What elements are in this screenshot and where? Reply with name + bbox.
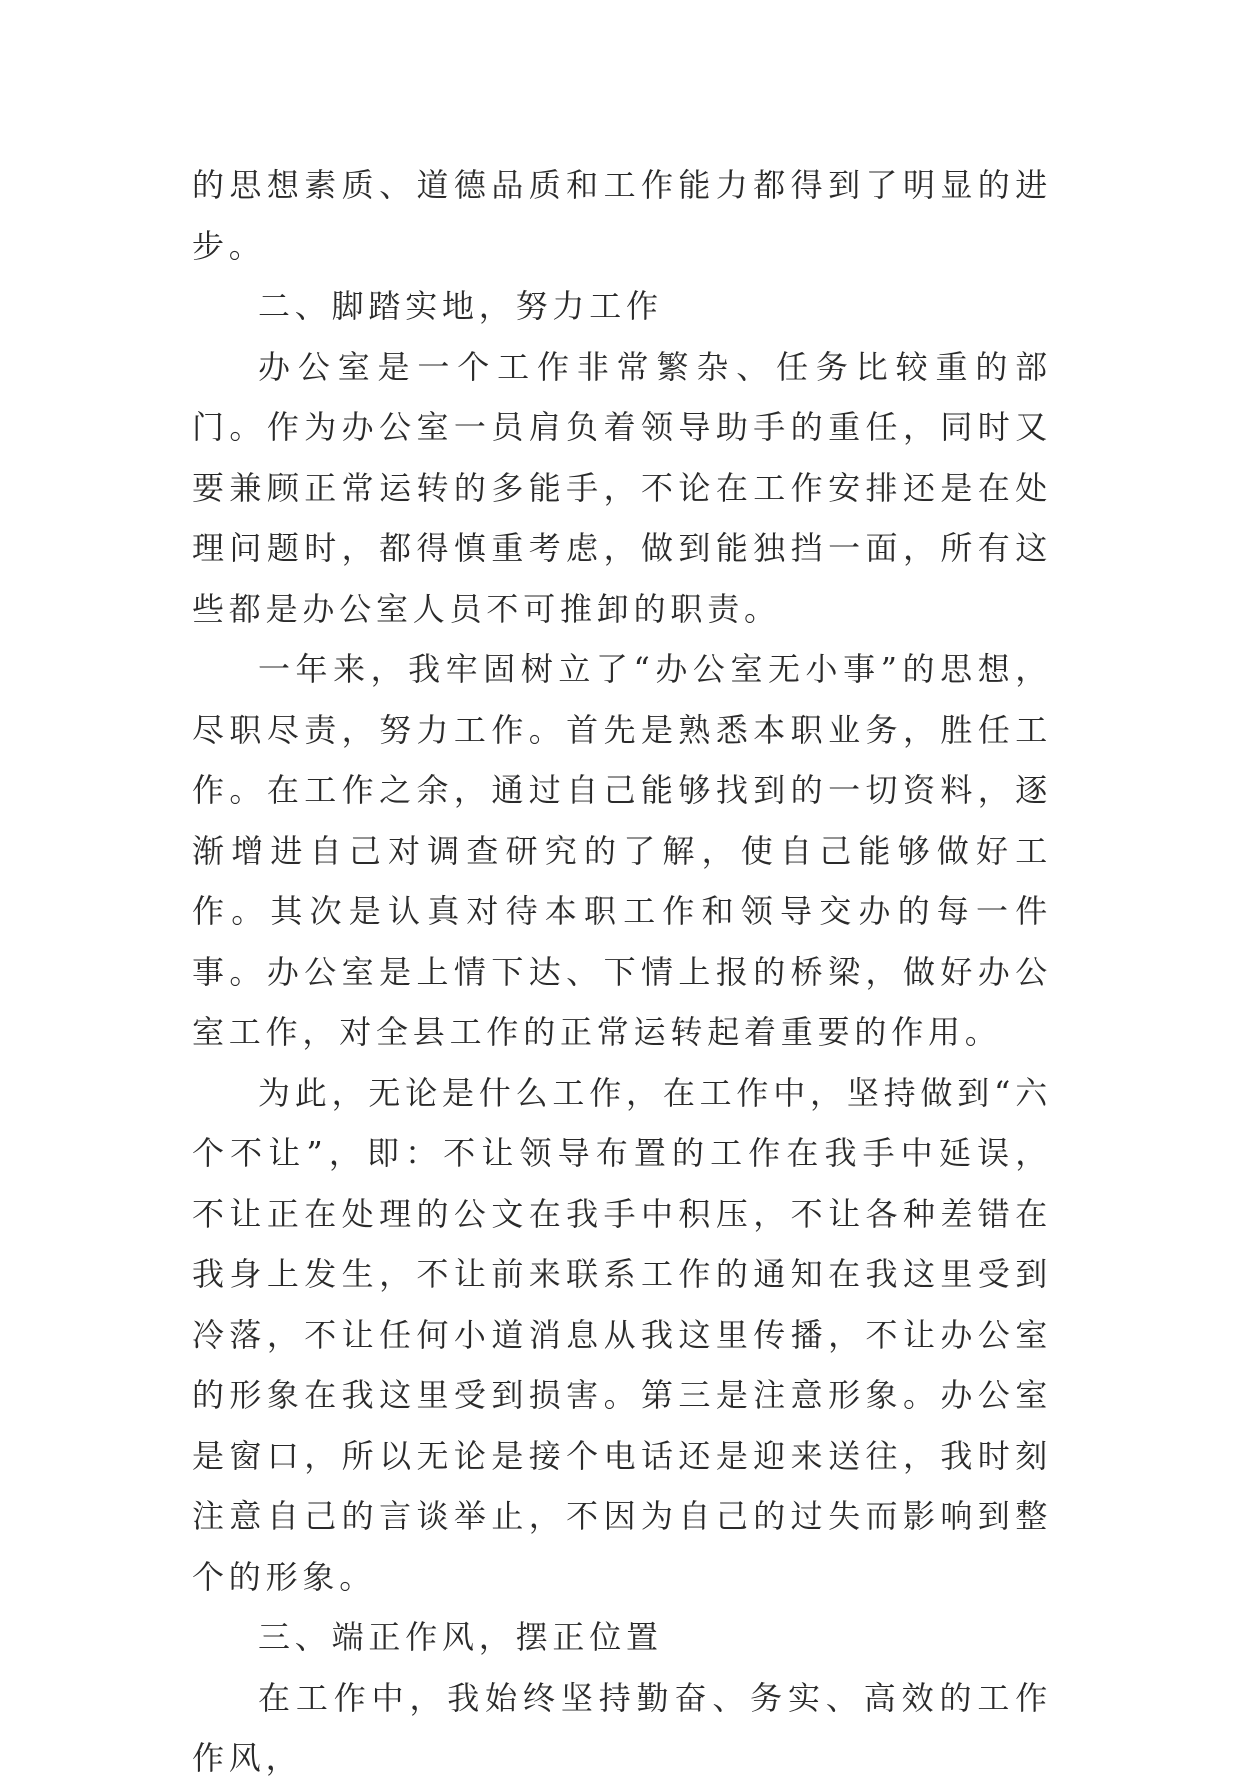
section-heading-3: 三、端正作风，摆正位置 xyxy=(258,1618,663,1656)
paragraph-year-review: 一年来，我牢固树立了“办公室无小事”的思想，尽职尽责，努力工作。首先是熟悉本职业务，胜任工作。在工作之余，通过自己能够找到的一切资料，逐渐增进自己对调查研究的了解，使自己能够做好工作。其次是认真对待本职工作和领导交办的每一件事。办公室是上情下达、下情上报的桥梁，做好办公室工作，对全县工作的正常运转起着重要的作用。 xyxy=(192,650,1052,1051)
paragraph-six-rules: 为此，无论是什么工作，在工作中，坚持做到“六个不让”，即：不让领导布置的工作在我手中延误，不让正在处理的公文在我手中积压，不让各种差错在我身上发生，不让前来联系工作的通知在我这里受到冷落，不让任何小道消息从我这里传播，不让办公室的形象在我这里受到损害。第三是注意形象。办公室是窗口，所以无论是接个电话还是迎来送往，我时刻注意自己的言谈举止，不因为自己的过失而影响到整个的形象。 xyxy=(192,1073,1052,1596)
document-body xyxy=(192,155,1052,1789)
paragraph-work-style: 在工作中，我始终坚持勤奋、务实、高效的工作作风， xyxy=(192,1678,1052,1777)
section-heading-2: 二、脚踏实地，努力工作 xyxy=(258,287,663,325)
paragraph-continuation: 的思想素质、道德品质和工作能力都得到了明显的进步。 xyxy=(192,166,1052,265)
paragraph-office-duties: 办公室是一个工作非常繁杂、任务比较重的部门。作为办公室一员肩负着领导助手的重任，同时又要兼顾正常运转的多能手，不论在工作安排还是在处理问题时，都得慎重考虑，做到能独挡一面，所有这些都是办公室人员不可推卸的职责。 xyxy=(192,347,1052,628)
